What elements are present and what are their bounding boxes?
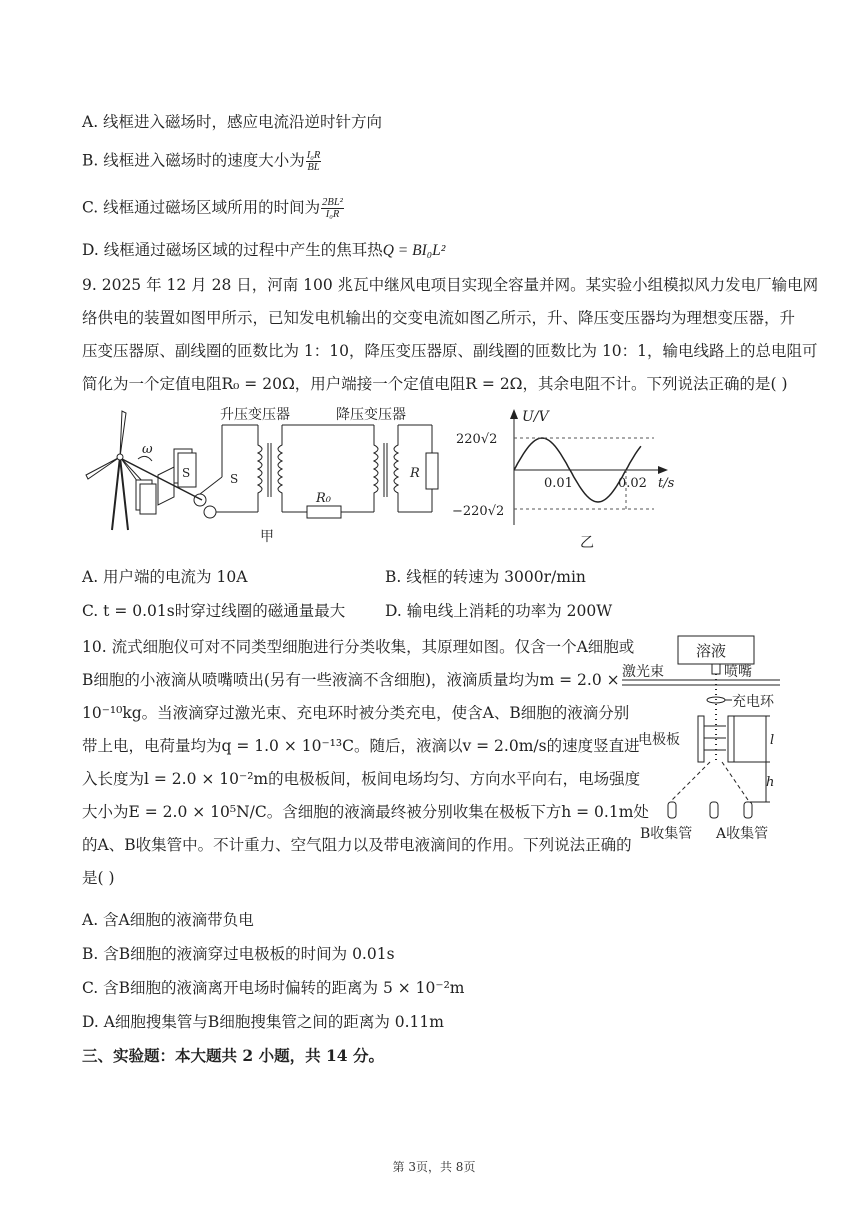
tube-a-label: A收集管 — [716, 826, 769, 842]
q8-option-c-fraction — [321, 197, 344, 220]
section-heading-experiment: 三、实验题：本大题共 2 小题，共 14 分。 — [82, 1046, 384, 1065]
yi-xtick-1: 0.01 — [544, 476, 573, 491]
q9-option-a: A. 用户端的电流为 10A — [82, 568, 248, 586]
page-footer: 第 3页，共 8页 — [392, 1160, 476, 1174]
figure-flow-cytometer — [620, 630, 785, 845]
r0-label: R₀ — [316, 491, 331, 506]
length-l-label: l — [770, 733, 775, 748]
r-label: R — [410, 466, 420, 481]
yi-ylabel: U/V — [522, 409, 549, 425]
solution-label: 溶液 — [696, 642, 727, 660]
q8-option-d-text: D. 线框通过磁场区域的过程中产生的焦耳热 — [82, 241, 383, 259]
magnet-s-label: S — [182, 466, 191, 480]
yi-xtick-2: 0.02 — [618, 476, 647, 491]
q9-option-c: C. t = 0.01s时穿过线圈的磁通量最大 — [82, 602, 346, 620]
fraction-denominator: I₀R — [325, 209, 340, 220]
q10-option-d: D. A细胞搜集管与B细胞搜集管之间的距离为 0.11m — [82, 1013, 444, 1031]
q8-option-c — [82, 197, 345, 220]
q10-option-a: A. 含A细胞的液滴带负电 — [82, 911, 254, 929]
q10-stem-line-4: 带上电，电荷量均为q = 1.0 × 10⁻¹³C。随后，液滴以v = 2.0m/s的速度竖直进 — [82, 737, 640, 755]
step-up-transformer-label: 升压变压器 — [220, 407, 290, 423]
step-down-transformer-label: 降压变压器 — [336, 407, 406, 423]
figure-jia-caption: 甲 — [260, 529, 274, 545]
q9-stem-line-2: 络供电的装置如图甲所示，已知发电机输出的交变电流如图乙所示，升、降压变压器均为理想变压器，升 — [82, 309, 796, 327]
q10-stem-line-1: 10. 流式细胞仪可对不同类型细胞进行分类收集，其原理如图。仅含一个A细胞或 — [82, 638, 635, 656]
omega-label: ω — [142, 442, 153, 457]
q10-option-c: C. 含B细胞的液滴离开电场时偏转的距离为 5 × 10⁻²m — [82, 979, 465, 997]
fraction-denominator: BL — [307, 162, 320, 173]
figure-yi-voltage-graph — [448, 405, 688, 555]
figure-yi-caption: 乙 — [580, 535, 594, 551]
tube-b-label: B收集管 — [640, 826, 693, 842]
q8-option-b-fraction — [306, 150, 322, 173]
q8-option-b — [82, 150, 322, 173]
q9-option-b: B. 线框的转速为 3000r/min — [385, 568, 586, 586]
nozzle-label: 喷嘴 — [724, 664, 752, 680]
q10-stem-line-6: 大小为E = 2.0 × 10⁵N/C。含细胞的液滴最终被分别收集在极板下方h = 0.1m处 — [82, 803, 649, 821]
q10-stem-line-3: 10⁻¹⁰kg。当液滴穿过激光束、充电环时被分类充电，使含A、B细胞的液滴分别 — [82, 704, 630, 722]
q9-stem-line-4: 简化为一个定值电阻R₀ = 20Ω，用户端接一个定值电阻R = 2Ω，其余电阻不计。下列说法正确的是( ) — [82, 375, 788, 393]
q10-stem-line-8: 是( ) — [82, 869, 115, 887]
yi-xlabel: t/s — [658, 476, 675, 491]
q8-option-d — [82, 240, 445, 261]
q9-stem-line-3: 压变压器原、副线圈的匝数比为 1：10，降压变压器原、副线圈的匝数比为 10：1，输电线路上的总电阻可 — [82, 342, 818, 360]
q10-option-b: B. 含B细胞的液滴穿过电极板的时间为 0.01s — [82, 945, 395, 963]
q10-stem-line-2: B细胞的小液滴从喷嘴喷出(另有一些液滴不含细胞)，液滴质量均为m = 2.0 × — [82, 671, 620, 689]
q10-stem-line-7: 的A、B收集管中。不计重力、空气阻力以及带电液滴间的作用。下列说法正确的 — [82, 836, 632, 854]
q9-stem-line-1: 9. 2025 年 12 月 28 日，河南 100 兆瓦中继风电项目实现全容量并网。某实验小组模拟风力发电厂输电网 — [82, 276, 819, 294]
height-h-label: h — [766, 775, 775, 790]
electrode-label: 电极板 — [638, 732, 680, 748]
fraction-numerator: 2BL² — [322, 197, 343, 208]
q10-stem-line-5: 入长度为l = 2.0 × 10⁻²m的电极板间，板间电场均匀、方向水平向右，电场强度 — [82, 770, 641, 788]
figure-jia-circuit — [82, 405, 452, 555]
q8-option-d-formula: Q = BI₀L² — [382, 242, 446, 259]
q8-option-a: A. 线框进入磁场时，感应电流沿逆时针方向 — [82, 113, 383, 131]
laser-label: 激光束 — [622, 664, 664, 680]
q8-option-b-text: B. 线框进入磁场时的速度大小为 — [82, 151, 305, 170]
q8-option-c-text: C. 线框通过磁场区域所用的时间为 — [82, 198, 321, 217]
fraction-numerator: I₀R — [306, 150, 321, 161]
yi-ytick-top: 220√2 — [456, 432, 498, 447]
switch-s-label: S — [230, 472, 239, 486]
yi-ytick-bottom: −220√2 — [452, 504, 505, 519]
q9-option-d: D. 输电线上消耗的功率为 200W — [385, 602, 613, 620]
charge-ring-label: 充电环 — [732, 694, 774, 710]
